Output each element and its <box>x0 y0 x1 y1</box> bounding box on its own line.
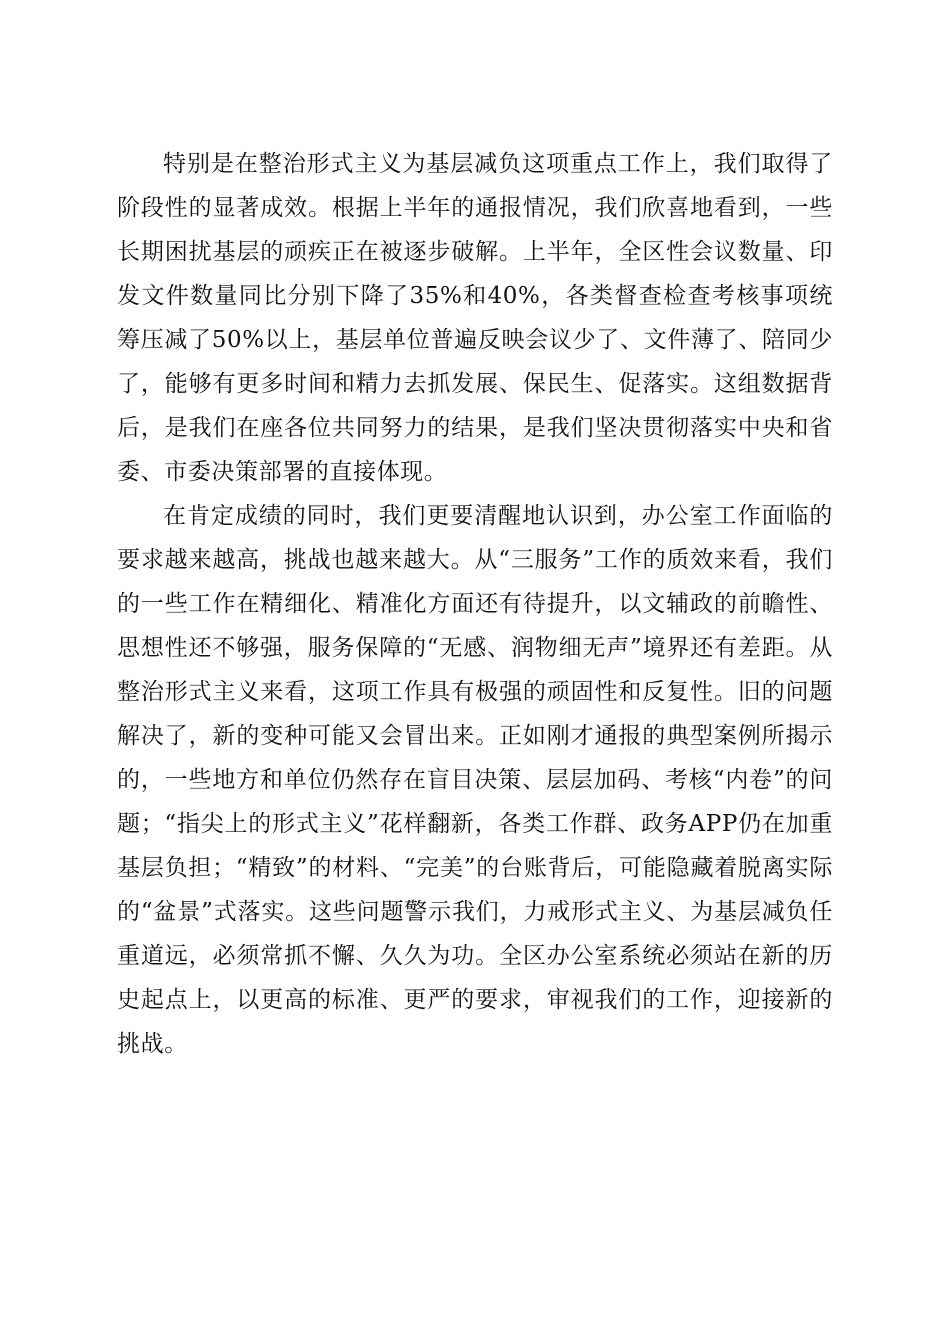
paragraph-challenges: 在肯定成绩的同时，我们更要清醒地认识到，办公室工作面临的要求越来越高，挑战也越来越大。从“三服务”工作的质效来看，我们的一些工作在精细化、精准化方面还有待提升，以文辅政的前瞻性、思想性还不够强，服务保障的“无感、润物细无声”境界还有差距。从整治形式主义来看，这项工作具有极强的顽固性和反复性。旧的问题解决了，新的变种可能又会冒出来。正如刚才通报的典型案例所揭示的，一些地方和单位仍然存在盲目决策、层层加码、考核“内卷”的问题；“指尖上的形式主义”花样翻新，各类工作群、政务APP仍在加重基层负担；“精致”的材料、“完美”的台账背后，可能隐藏着脱离实际的“盆景”式落实。这些问题警示我们，力戒形式主义、为基层减负任重道远，必须常抓不懈、久久为功。全区办公室系统必须站在新的历史起点上，以更高的标准、更严的要求，审视我们的工作，迎接新的挑战。 <box>117 503 833 1057</box>
document-body <box>117 142 833 1066</box>
paragraph-achievements: 特别是在整治形式主义为基层减负这项重点工作上，我们取得了阶段性的显著成效。根据上半年的通报情况，我们欣喜地看到，一些长期困扰基层的顽疾正在被逐步破解。上半年，全区性会议数量、印发文件数量同比分别下降了35%和40%，各类督查检查考核事项统筹压减了50%以上，基层单位普遍反映会议少了、文件薄了、陪同少了，能够有更多时间和精力去抓发展、保民生、促落实。这组数据背后，是我们在座各位共同努力的结果，是我们坚决贯彻落实中央和省委、市委决策部署的直接体现。 <box>117 151 833 485</box>
